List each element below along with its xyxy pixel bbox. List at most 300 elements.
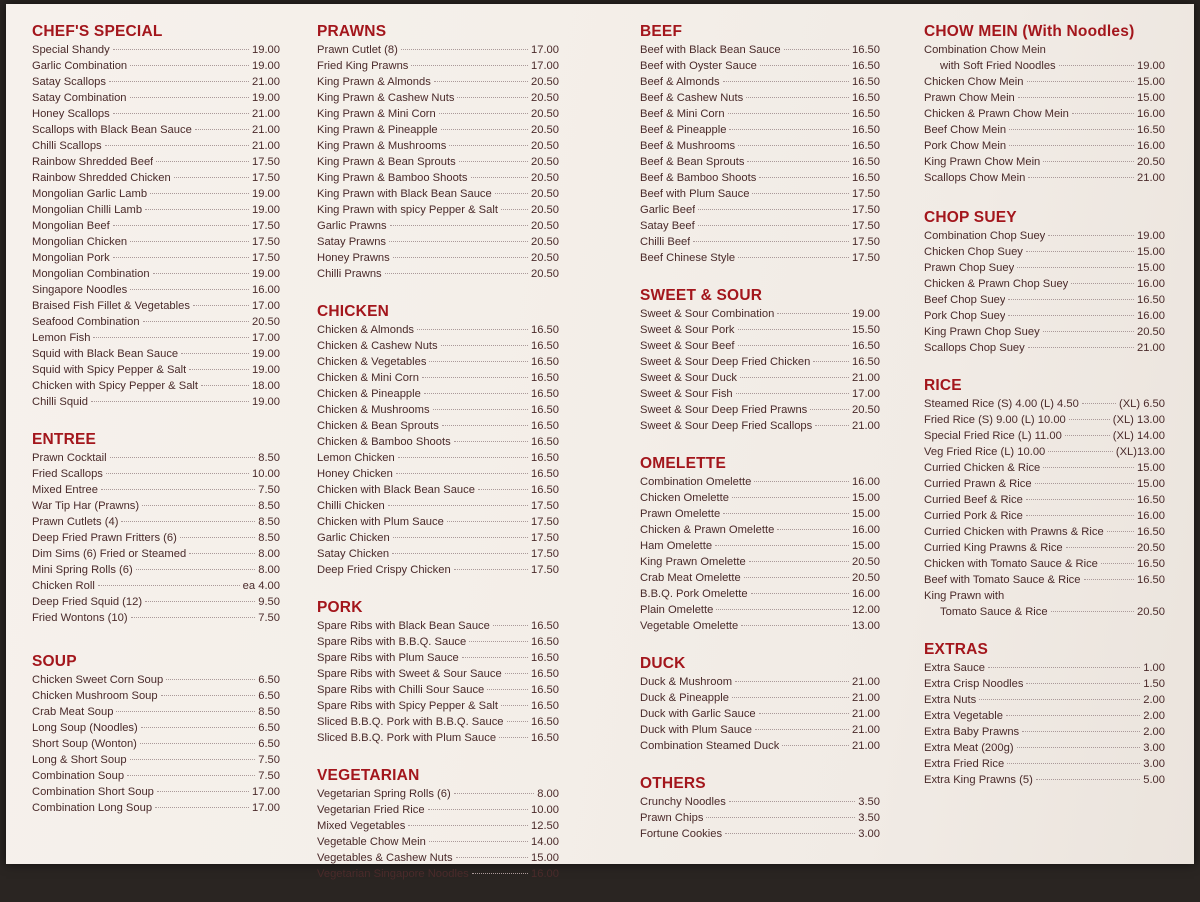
item-price: 17.00	[252, 332, 280, 344]
section-title: ENTREE	[32, 431, 97, 448]
item-price: 17.50	[531, 564, 559, 576]
menu-item	[32, 266, 280, 282]
item-name: Beef & Bean Sprouts	[640, 156, 745, 168]
menu-item	[640, 42, 880, 58]
menu-item	[32, 546, 280, 562]
section-title: OTHERS	[640, 775, 706, 792]
item-price: 17.50	[252, 220, 280, 232]
item-name: King Prawn & Mini Corn	[317, 108, 436, 120]
item-price: 17.00	[252, 802, 280, 814]
menu-item	[640, 706, 880, 722]
menu-item	[32, 186, 280, 202]
item-price: 21.00	[852, 740, 880, 752]
menu-item	[924, 228, 1165, 244]
item-name: Crab Meat Soup	[32, 706, 114, 718]
dot-leader	[979, 699, 1140, 700]
item-price: 2.00	[1143, 710, 1165, 722]
menu-item	[32, 752, 280, 768]
dot-leader	[155, 807, 249, 808]
dot-leader	[98, 585, 240, 586]
menu-item	[640, 90, 880, 106]
dot-leader	[471, 177, 529, 178]
item-name: Combination Long Soup	[32, 802, 153, 814]
dot-leader	[751, 593, 849, 594]
item-name: Extra Baby Prawns	[924, 726, 1020, 738]
item-name: Mongolian Garlic Lamb	[32, 188, 148, 200]
item-name: Tomato Sauce & Rice	[940, 606, 1048, 618]
item-name: King Prawn Chow Mein	[924, 156, 1041, 168]
item-name: Short Soup (Wonton)	[32, 738, 137, 750]
dot-leader	[145, 601, 255, 602]
item-price: 19.00	[252, 204, 280, 216]
dot-leader	[493, 625, 528, 626]
item-price: 3.00	[1143, 742, 1165, 754]
item-price: 12.00	[852, 604, 880, 616]
item-name: Lemon Fish	[32, 332, 91, 344]
item-price: ea 4.00	[242, 580, 280, 592]
dot-leader	[150, 193, 249, 194]
menu-item	[32, 90, 280, 106]
dot-leader	[454, 793, 535, 794]
item-name: Long Soup (Noodles)	[32, 722, 138, 734]
section-title: DUCK	[640, 655, 686, 672]
dot-leader	[744, 577, 849, 578]
dot-leader	[499, 737, 528, 738]
menu-item	[32, 720, 280, 736]
dot-leader	[116, 711, 255, 712]
item-name: Duck with Garlic Sauce	[640, 708, 756, 720]
item-price: 16.50	[531, 732, 559, 744]
item-name: Prawn Cutlets (4)	[32, 516, 119, 528]
dot-leader	[93, 337, 249, 338]
item-name: Satay Chicken	[317, 548, 390, 560]
dot-leader	[408, 825, 528, 826]
item-name: King Prawn Omelette	[640, 556, 746, 568]
menu-item	[317, 186, 559, 202]
dot-leader	[760, 65, 849, 66]
item-price: 17.00	[531, 44, 559, 56]
dot-leader	[130, 65, 249, 66]
dot-leader	[1107, 531, 1134, 532]
dot-leader	[388, 505, 528, 506]
item-name: Prawn Cocktail	[32, 452, 107, 464]
dot-leader	[441, 345, 528, 346]
item-price: 16.00	[1137, 278, 1165, 290]
menu-section	[640, 654, 880, 754]
item-price: 20.50	[531, 220, 559, 232]
item-price: 20.50	[531, 204, 559, 216]
dot-leader	[469, 641, 528, 642]
item-name: Sweet & Sour Duck	[640, 372, 738, 384]
item-price: 7.50	[258, 612, 280, 624]
item-price: 20.50	[531, 124, 559, 136]
section-title: SOUP	[32, 653, 77, 670]
item-price: 17.50	[531, 548, 559, 560]
item-name: Spare Ribs with Plum Sauce	[317, 652, 459, 664]
menu-item	[317, 402, 559, 418]
menu-item	[32, 514, 280, 530]
menu-item	[924, 540, 1165, 556]
menu-item	[317, 714, 559, 730]
dot-leader	[456, 857, 528, 858]
menu-item	[640, 674, 880, 690]
item-name: Satay Prawns	[317, 236, 387, 248]
menu-section	[317, 302, 559, 578]
menu-item	[924, 428, 1165, 444]
item-price: 21.00	[1137, 172, 1165, 184]
menu-item	[640, 250, 880, 266]
item-price: 6.50	[258, 738, 280, 750]
item-name: Braised Fish Fillet & Vegetables	[32, 300, 190, 312]
item-name: Chicken & Mushrooms	[317, 404, 430, 416]
item-name: Curried Prawn & Rice	[924, 478, 1032, 490]
item-name: Sweet & Sour Combination	[640, 308, 775, 320]
dot-leader	[478, 489, 528, 490]
dot-leader	[1026, 251, 1134, 252]
item-price: 17.50	[531, 516, 559, 528]
item-price: 17.50	[852, 204, 880, 216]
dot-leader	[715, 545, 849, 546]
dot-leader	[1027, 81, 1135, 82]
item-name: Deep Fried Prawn Fritters (6)	[32, 532, 177, 544]
item-name: B.B.Q. Pork Omelette	[640, 588, 748, 600]
item-name: Sweet & Sour Fish	[640, 388, 733, 400]
menu-item	[32, 450, 280, 466]
menu-item	[32, 704, 280, 720]
menu-item	[924, 660, 1165, 676]
menu-section	[317, 766, 559, 882]
dot-leader	[417, 329, 528, 330]
item-price: 8.00	[258, 564, 280, 576]
menu-item	[32, 42, 280, 58]
dot-leader	[439, 113, 528, 114]
dot-leader	[1043, 467, 1134, 468]
dot-leader	[180, 537, 255, 538]
dot-leader	[1018, 97, 1134, 98]
item-name: Satay Combination	[32, 92, 127, 104]
item-name: Spare Ribs with B.B.Q. Sauce	[317, 636, 467, 648]
item-name: Combination Soup	[32, 770, 125, 782]
menu-item	[317, 370, 559, 386]
item-name: Mongolian Chicken	[32, 236, 128, 248]
item-name: Spare Ribs with Spicy Pepper & Salt	[317, 700, 498, 712]
item-price: 16.50	[531, 388, 559, 400]
item-price: 20.50	[531, 76, 559, 88]
menu-item	[640, 570, 880, 586]
menu-item	[317, 106, 559, 122]
item-name: King Prawn with	[924, 590, 1005, 602]
menu-item	[640, 58, 880, 74]
item-price: 16.00	[1137, 310, 1165, 322]
dot-leader	[501, 209, 528, 210]
menu-item	[317, 138, 559, 154]
item-price: 16.50	[531, 652, 559, 664]
item-price: 17.50	[852, 252, 880, 264]
menu-item	[640, 554, 880, 570]
menu-item	[640, 522, 880, 538]
item-price: 19.00	[1137, 60, 1165, 72]
menu-item	[32, 688, 280, 704]
item-name: Beef & Mini Corn	[640, 108, 725, 120]
dot-leader	[174, 177, 249, 178]
menu-item	[32, 482, 280, 498]
item-name: Crab Meat Omelette	[640, 572, 741, 584]
menu-item	[924, 58, 1165, 74]
menu-item	[924, 508, 1165, 524]
menu-item	[317, 682, 559, 698]
item-price: 20.50	[852, 404, 880, 416]
item-name: Prawn Omelette	[640, 508, 721, 520]
item-price: 21.00	[252, 108, 280, 120]
dot-leader	[1071, 283, 1134, 284]
item-price: (XL) 13.00	[1112, 414, 1165, 426]
dot-leader	[454, 569, 528, 570]
item-price: 16.50	[531, 668, 559, 680]
item-price: 12.50	[531, 820, 559, 832]
dot-leader	[736, 393, 849, 394]
item-price: 19.00	[1137, 230, 1165, 242]
item-name: Fried King Prawns	[317, 60, 409, 72]
item-price: 16.50	[531, 700, 559, 712]
item-price: 1.50	[1143, 678, 1165, 690]
item-name: Chicken & Prawn Omelette	[640, 524, 775, 536]
menu-item	[640, 122, 880, 138]
dot-leader	[127, 775, 255, 776]
item-price: 16.50	[852, 340, 880, 352]
item-price: 19.00	[252, 396, 280, 408]
menu-item	[317, 218, 559, 234]
dot-leader	[495, 193, 528, 194]
menu-item	[924, 324, 1165, 340]
item-name: Beef & Cashew Nuts	[640, 92, 744, 104]
dot-leader	[1051, 611, 1134, 612]
item-name: Combination Short Soup	[32, 786, 154, 798]
dot-leader	[1006, 715, 1140, 716]
dot-leader	[434, 81, 528, 82]
dot-leader	[749, 561, 849, 562]
dot-leader	[457, 97, 528, 98]
menu-item	[32, 736, 280, 752]
item-price: 7.50	[258, 484, 280, 496]
menu-item	[317, 170, 559, 186]
menu-item	[317, 450, 559, 466]
menu-item	[640, 490, 880, 506]
item-name: Fortune Cookies	[640, 828, 723, 840]
item-price: 16.50	[531, 356, 559, 368]
item-price: 16.50	[531, 340, 559, 352]
item-price: 16.50	[852, 92, 880, 104]
dot-leader	[501, 705, 528, 706]
item-price: 17.50	[252, 236, 280, 248]
menu-item	[317, 530, 559, 546]
item-price: 16.50	[852, 60, 880, 72]
menu-item	[640, 322, 880, 338]
item-name: with Soft Fried Noodles	[940, 60, 1056, 72]
menu-item	[317, 546, 559, 562]
menu-item	[317, 850, 559, 866]
item-name: Chilli Scallops	[32, 140, 102, 152]
item-price: 16.50	[531, 636, 559, 648]
item-price: 14.00	[531, 836, 559, 848]
item-price: 17.50	[252, 156, 280, 168]
item-price: 16.50	[852, 44, 880, 56]
menu-section	[32, 430, 280, 626]
item-name: Beef with Plum Sauce	[640, 188, 750, 200]
item-name: Veg Fried Rice (L) 10.00	[924, 446, 1046, 458]
menu-column-3	[640, 22, 880, 862]
dot-leader	[784, 49, 849, 50]
item-name: Chicken & Mini Corn	[317, 372, 419, 384]
item-name: Chicken Chow Mein	[924, 76, 1024, 88]
dot-leader	[754, 481, 849, 482]
menu-item	[640, 186, 880, 202]
menu-item	[640, 418, 880, 434]
menu-section	[32, 22, 280, 410]
item-name: Beef & Pineapple	[640, 124, 727, 136]
menu-item	[640, 826, 880, 842]
menu-section	[640, 454, 880, 634]
item-price: 21.00	[252, 124, 280, 136]
item-name: Curried King Prawns & Rice	[924, 542, 1063, 554]
dot-leader	[759, 713, 849, 714]
item-name: King Prawn & Bamboo Shoots	[317, 172, 468, 184]
item-price: 16.50	[852, 356, 880, 368]
menu-item	[640, 218, 880, 234]
dot-leader	[729, 801, 855, 802]
item-price: 21.00	[252, 140, 280, 152]
item-price: 16.50	[531, 420, 559, 432]
dot-leader	[462, 657, 528, 658]
item-name: Lemon Chicken	[317, 452, 395, 464]
menu-item	[32, 610, 280, 626]
dot-leader	[156, 161, 249, 162]
item-name: Beef Chinese Style	[640, 252, 736, 264]
dot-leader	[201, 385, 249, 386]
menu-item	[317, 58, 559, 74]
item-price: (XL) 14.00	[1112, 430, 1165, 442]
menu-item	[32, 784, 280, 800]
item-name: Vegetarian Spring Rolls (6)	[317, 788, 451, 800]
item-name: Garlic Chicken	[317, 532, 390, 544]
dot-leader	[1026, 683, 1140, 684]
item-name: King Prawn Chop Suey	[924, 326, 1040, 338]
dot-leader	[729, 129, 849, 130]
menu-column-2	[317, 22, 559, 902]
section-title: RICE	[924, 377, 962, 394]
item-price: 16.00	[852, 588, 880, 600]
menu-item	[317, 818, 559, 834]
dot-leader	[740, 377, 849, 378]
menu-item	[924, 692, 1165, 708]
menu-item	[32, 170, 280, 186]
dot-leader	[728, 113, 849, 114]
item-name: Prawn Cutlet (8)	[317, 44, 398, 56]
dot-leader	[153, 273, 249, 274]
menu-item	[32, 466, 280, 482]
item-name: Deep Fried Squid (12)	[32, 596, 143, 608]
dot-leader	[189, 553, 255, 554]
menu-item	[317, 386, 559, 402]
dot-leader	[454, 441, 528, 442]
menu-item	[32, 330, 280, 346]
item-price: 3.50	[858, 812, 880, 824]
menu-item	[32, 106, 280, 122]
menu-item	[32, 298, 280, 314]
item-name: Spare Ribs with Black Bean Sauce	[317, 620, 490, 632]
menu-section	[32, 652, 280, 816]
item-name: Extra Sauce	[924, 662, 985, 674]
dot-leader	[398, 457, 528, 458]
item-name: Special Shandy	[32, 44, 110, 56]
dot-leader	[1028, 177, 1134, 178]
item-name: Ham Omelette	[640, 540, 713, 552]
dot-leader	[389, 241, 528, 242]
section-title: CHEF'S SPECIAL	[32, 23, 163, 40]
item-name: Squid with Black Bean Sauce	[32, 348, 179, 360]
dot-leader	[1008, 299, 1134, 300]
dot-leader	[1048, 451, 1113, 452]
dot-leader	[725, 833, 855, 834]
dot-leader	[777, 313, 849, 314]
item-price: 16.00	[531, 868, 559, 880]
item-name: Duck & Mushroom	[640, 676, 733, 688]
dot-leader	[1017, 267, 1134, 268]
item-name: King Prawn & Almonds	[317, 76, 431, 88]
menu-item	[924, 170, 1165, 186]
section-title: OMELETTE	[640, 455, 726, 472]
dot-leader	[1022, 731, 1140, 732]
menu-sheet	[6, 4, 1194, 880]
item-name: Pork Chop Suey	[924, 310, 1006, 322]
menu-item	[640, 154, 880, 170]
menu-item	[317, 514, 559, 530]
item-price: 20.50	[531, 252, 559, 264]
menu-section	[317, 598, 559, 746]
item-name: Dim Sims (6) Fried or Steamed	[32, 548, 187, 560]
menu-item	[924, 308, 1165, 324]
menu-section	[924, 376, 1165, 620]
item-name: Honey Scallops	[32, 108, 110, 120]
item-price: 16.50	[1137, 574, 1165, 586]
item-price: 20.50	[531, 140, 559, 152]
item-price: 20.50	[1137, 326, 1165, 338]
item-price: 8.00	[537, 788, 559, 800]
dot-leader	[193, 305, 249, 306]
menu-item	[317, 234, 559, 250]
menu-item	[317, 90, 559, 106]
menu-item	[317, 634, 559, 650]
item-name: Long & Short Soup	[32, 754, 127, 766]
dot-leader	[738, 257, 849, 258]
item-name: Fried Wontons (10)	[32, 612, 128, 624]
item-price: 6.50	[258, 722, 280, 734]
item-price: 19.00	[252, 188, 280, 200]
menu-item	[317, 202, 559, 218]
menu-item	[924, 340, 1165, 356]
dot-leader	[442, 425, 528, 426]
item-name: Rainbow Shredded Beef	[32, 156, 154, 168]
item-price: 21.00	[1137, 342, 1165, 354]
menu-item	[924, 396, 1165, 412]
dot-leader	[396, 473, 528, 474]
dot-leader	[693, 241, 849, 242]
item-price: 20.50	[1137, 156, 1165, 168]
menu-column-4	[924, 22, 1165, 808]
dot-leader	[181, 353, 249, 354]
item-name: Combination Omelette	[640, 476, 752, 488]
item-name: Deep Fried Crispy Chicken	[317, 564, 451, 576]
menu-column-1	[32, 22, 280, 836]
